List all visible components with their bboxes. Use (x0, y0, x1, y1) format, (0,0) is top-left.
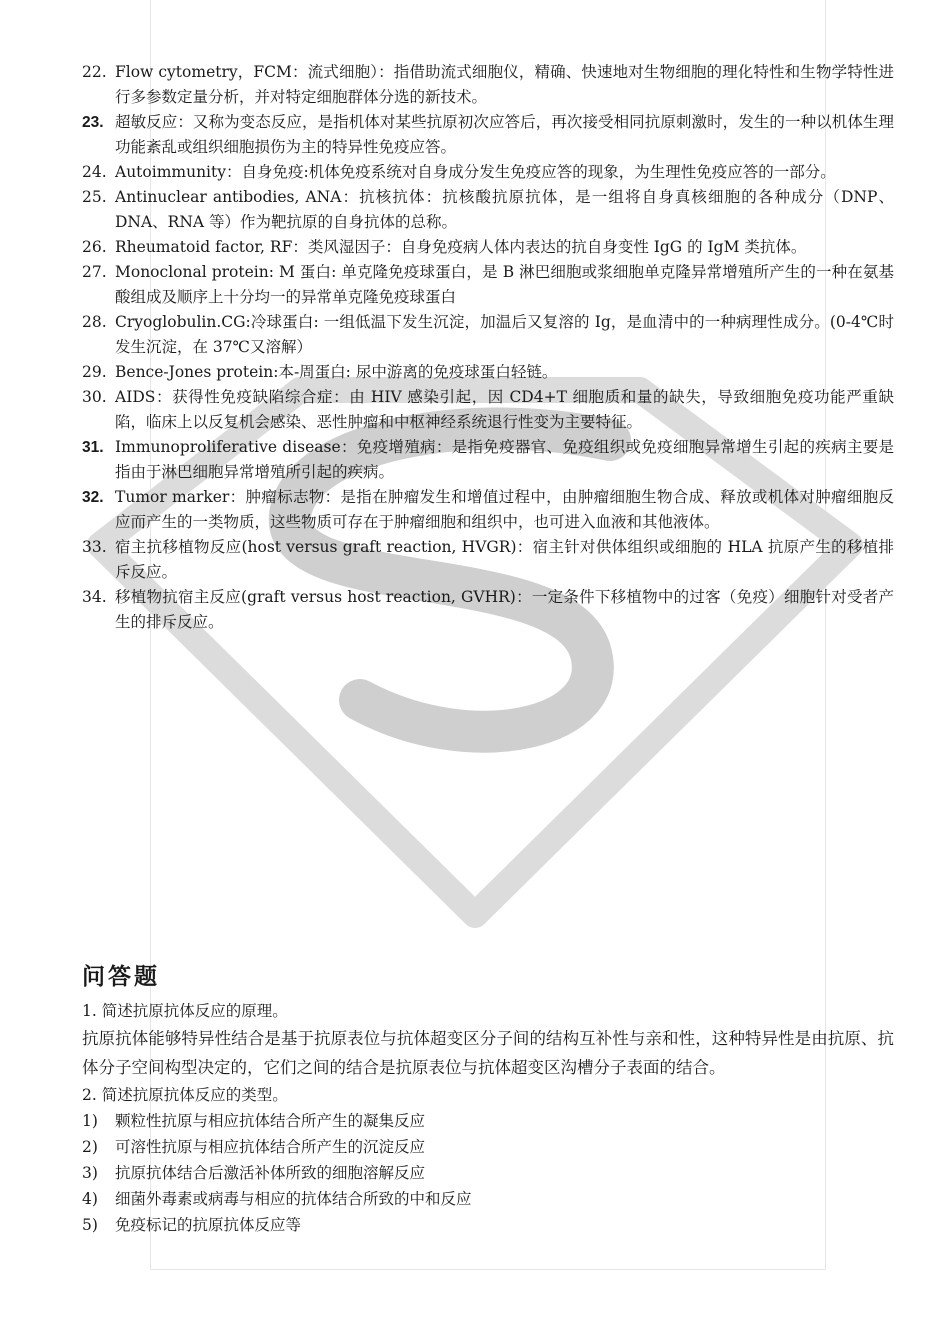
list-item-text: 可溶性抗原与相应抗体结合所产生的沉淀反应 (115, 1138, 426, 1156)
list-item-number: 4) (82, 1190, 98, 1208)
definition-number: 25. (82, 188, 107, 206)
qa-section (82, 998, 894, 1238)
definition-number: 28. (82, 313, 107, 331)
question-1: 1. 简述抗原抗体反应的原理。 (82, 1002, 288, 1020)
definition-number: 31. (82, 439, 104, 456)
definition-text: Flow cytometry，FCM：流式细胞）：指借助流式细胞仪，精确、快速地对生物细胞的理化特性和生物学特性进行多参数定量分析，并对特定细胞群体分选的新技术。 (115, 63, 894, 106)
definition-text: Rheumatoid factor, RF：类风湿因子：自身免疫病人体内表达的抗自身变性 IgG 的 IgM 类抗体。 (115, 238, 807, 256)
definition-number: 33. (82, 538, 107, 556)
list-item-text: 颗粒性抗原与相应抗体结合所产生的凝集反应 (115, 1112, 426, 1130)
definition-number: 30. (82, 388, 107, 406)
definition-number: 22. (82, 63, 107, 81)
definition-text: Tumor marker：肿瘤标志物：是指在肿瘤发生和增值过程中，由肿瘤细胞生物合成、释放或机体对肿瘤细胞反应而产生的一类物质，这些物质可存在于肿瘤细胞和组织中，也可进入血液和其他液体。 (115, 488, 894, 531)
definitions-list (82, 60, 894, 635)
definition-item (82, 60, 894, 110)
list-item (82, 1160, 894, 1186)
definition-item (82, 310, 894, 360)
list-item (82, 1134, 894, 1160)
definition-number: 26. (82, 238, 107, 256)
answer-1: 抗原抗体能够特异性结合是基于抗原表位与抗体超变区分子间的结构互补性与亲和性，这种特异性是由抗原、抗体分子空间构型决定的，它们之间的结合是抗原表位与抗体超变区沟槽分子表面的结合。 (82, 1029, 894, 1077)
list-item-number: 1) (82, 1112, 98, 1130)
definition-number: 24. (82, 163, 107, 181)
definition-item (82, 235, 894, 260)
definition-item (82, 435, 894, 485)
list-item (82, 1108, 894, 1134)
definition-number: 27. (82, 263, 107, 281)
definition-text: 超敏反应：又称为变态反应，是指机体对某些抗原初次应答后，再次接受相同抗原刺激时，发生的一种以机体生理功能紊乱或组织细胞损伤为主的特异性免疫应答。 (115, 113, 894, 156)
definition-number: 23. (82, 114, 104, 131)
definition-text: 宿主抗移植物反应(host versus graft reaction, HVGR)：宿主针对供体组织或细胞的 HLA 抗原产生的移植排斥反应。 (115, 538, 894, 581)
definition-text: AIDS：获得性免疫缺陷综合症：由 HIV 感染引起，因 CD4+T 细胞质和量的缺失，导致细胞免疫功能严重缺陷，临床上以反复机会感染、恶性肿瘤和中枢神经系统退行性变为主要特征。 (115, 388, 894, 431)
definition-text: Immunoproliferative disease：免疫增殖病：是指免疫器官、免疫组织或免疫细胞异常增生引起的疾病主要是指由于淋巴细胞异常增殖所引起的疾病。 (115, 438, 894, 481)
definition-item (82, 160, 894, 185)
definition-item (82, 110, 894, 160)
list-item (82, 1186, 894, 1212)
list-item-number: 2) (82, 1138, 98, 1156)
list-item-text: 抗原抗体结合后激活补体所致的细胞溶解反应 (115, 1164, 426, 1182)
list-item-text: 免疫标记的抗原抗体反应等 (115, 1216, 302, 1234)
definition-text: Antinuclear antibodies, ANA：抗核抗体：抗核酸抗原抗体，是一组将自身真核细胞的各种成分（DNP、DNA、RNA 等）作为靶抗原的自身抗体的总称。 (115, 188, 894, 231)
definition-text: Cryoglobulin.CG:冷球蛋白: 一组低温下发生沉淀，加温后又复溶的 Ig，是血清中的一种病理性成分。(0-4℃时发生沉淀，在 37℃又溶解） (115, 313, 894, 356)
definition-number: 34. (82, 588, 107, 606)
definition-item (82, 585, 894, 635)
definition-item (82, 260, 894, 310)
definition-text: 移植物抗宿主反应(graft versus host reaction, GVHR)：一定条件下移植物中的过客（免疫）细胞针对受者产生的排斥反应。 (115, 588, 894, 631)
section-heading: 问答题 (82, 963, 160, 990)
definition-item (82, 535, 894, 585)
list-item-number: 3) (82, 1164, 98, 1182)
definition-item (82, 385, 894, 435)
definition-text: Autoimmunity：自身免疫:机体免疫系统对自身成分发生免疫应答的现象，为生理性免疫应答的一部分。 (115, 163, 836, 181)
definition-text: Bence-Jones protein:本-周蛋白: 尿中游离的免疫球蛋白轻链。 (115, 363, 558, 381)
question-2: 2. 简述抗原抗体反应的类型。 (82, 1086, 288, 1104)
definition-item (82, 360, 894, 385)
reaction-types-list (82, 1108, 894, 1238)
list-item-number: 5) (82, 1216, 98, 1234)
definition-item (82, 185, 894, 235)
definition-item (82, 485, 894, 535)
definition-text: Monoclonal protein: M 蛋白: 单克隆免疫球蛋白，是 B 淋巴细胞或浆细胞单克隆异常增殖所产生的一种在氨基酸组成及顺序上十分均一的异常单克隆免疫球蛋白 (115, 263, 894, 306)
definition-number: 32. (82, 489, 104, 506)
list-item (82, 1212, 894, 1238)
definition-number: 29. (82, 363, 107, 381)
list-item-text: 细菌外毒素或病毒与相应的抗体结合所致的中和反应 (115, 1190, 472, 1208)
